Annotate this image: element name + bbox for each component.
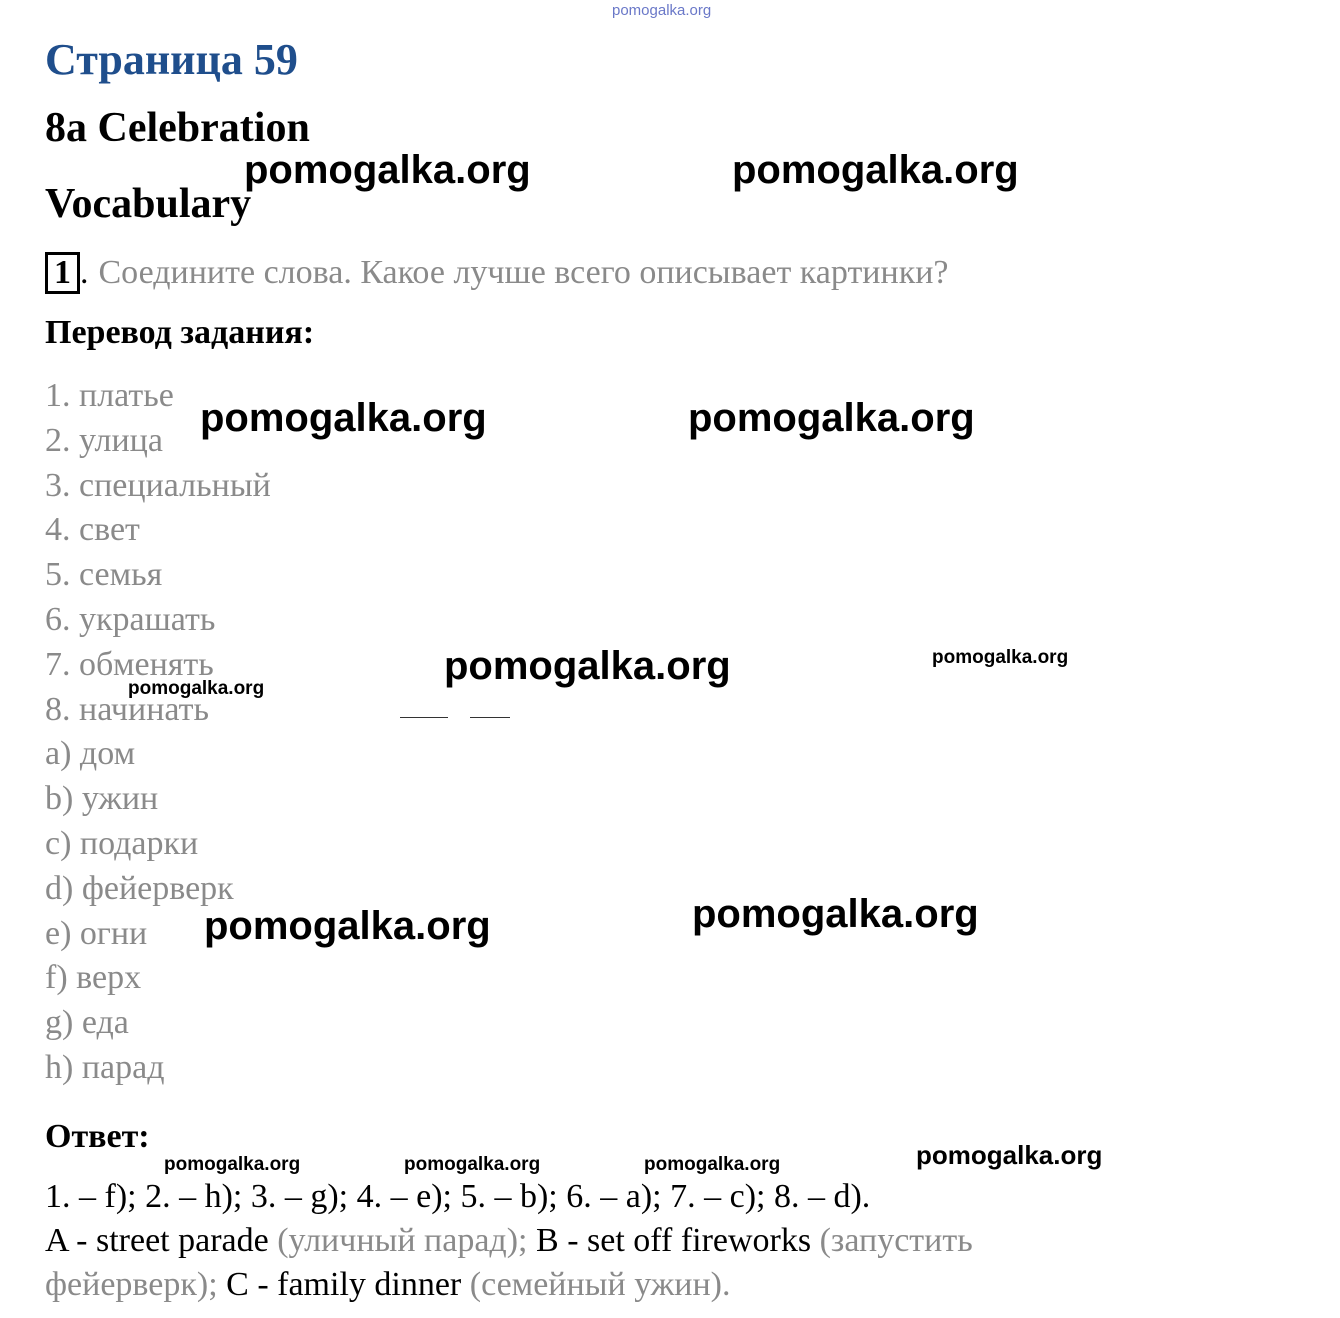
watermark: pomogalka.org [688,396,975,440]
list-item: 8. начинать [45,690,209,728]
answer-line-c [45,1266,730,1304]
translation-heading: Перевод задания: [45,314,315,351]
task-number-dot: . [80,254,89,291]
list-item: f) верх [45,959,142,997]
list-item: e) огни [45,914,148,952]
answer-heading: Ответ: [45,1118,150,1155]
watermark: pomogalka.org [164,1154,301,1175]
answer-b-russian: (запустить [819,1222,973,1259]
list-item: c) подарки [45,824,199,862]
word-list [45,374,271,1091]
watermark: pomogalka.org [128,678,265,699]
list-item: 3. специальный [45,466,271,504]
watermark: pomogalka.org [916,1140,1103,1170]
page-title: Страница 59 [45,35,298,84]
answer-c-russian: (семейный ужин). [469,1266,731,1303]
section-title: Vocabulary [45,181,252,227]
watermark: pomogalka.org [732,148,1019,192]
list-item: 6. украшать [45,600,216,638]
watermark: pomogalka.org [444,644,731,688]
watermark: pomogalka.org [404,1154,541,1175]
list-item: 4. свет [45,511,140,549]
list-item: d) фейерверк [45,869,234,907]
answer-key-line: 1. – f); 2. – h); 3. – g); 4. – e); 5. – b); 6. – a); 7. – c); 8. – d). [45,1178,871,1215]
list-item: g) еда [45,1004,129,1042]
list-item: 5. семья [45,556,163,594]
task-number-box: 1 [45,252,80,294]
watermark: pomogalka.org [200,396,487,440]
list-item: 2. улица [45,421,163,459]
answer-a-russian: (уличный парад); [277,1222,528,1259]
unit-title: 8a Celebration [45,105,310,151]
scan-artifact-line [470,717,510,718]
answer-a-english: A - street parade [45,1222,269,1259]
answer-line-ab [45,1222,973,1260]
list-item: b) ужин [45,780,159,818]
list-item: a) дом [45,735,136,773]
watermark: pomogalka.org [204,904,491,948]
list-item: h) парад [45,1048,165,1086]
answer-b-russian-cont: фейерверк); [45,1266,218,1303]
scan-artifact-line [400,717,448,718]
watermark: pomogalka.org [932,647,1069,668]
list-item: 7. обменять [45,645,214,683]
task-text: Соедините слова. Какое лучше всего описывает картинки? [98,254,949,291]
site-watermark-top: pomogalka.org [612,2,712,19]
watermark: pomogalka.org [244,148,531,192]
answer-c-english: C - family dinner [226,1266,462,1303]
answer-b-english: B - set off fireworks [536,1222,812,1259]
list-item: 1. платье [45,377,174,414]
task-line [45,252,949,294]
watermark: pomogalka.org [692,892,979,936]
watermark: pomogalka.org [644,1154,781,1175]
